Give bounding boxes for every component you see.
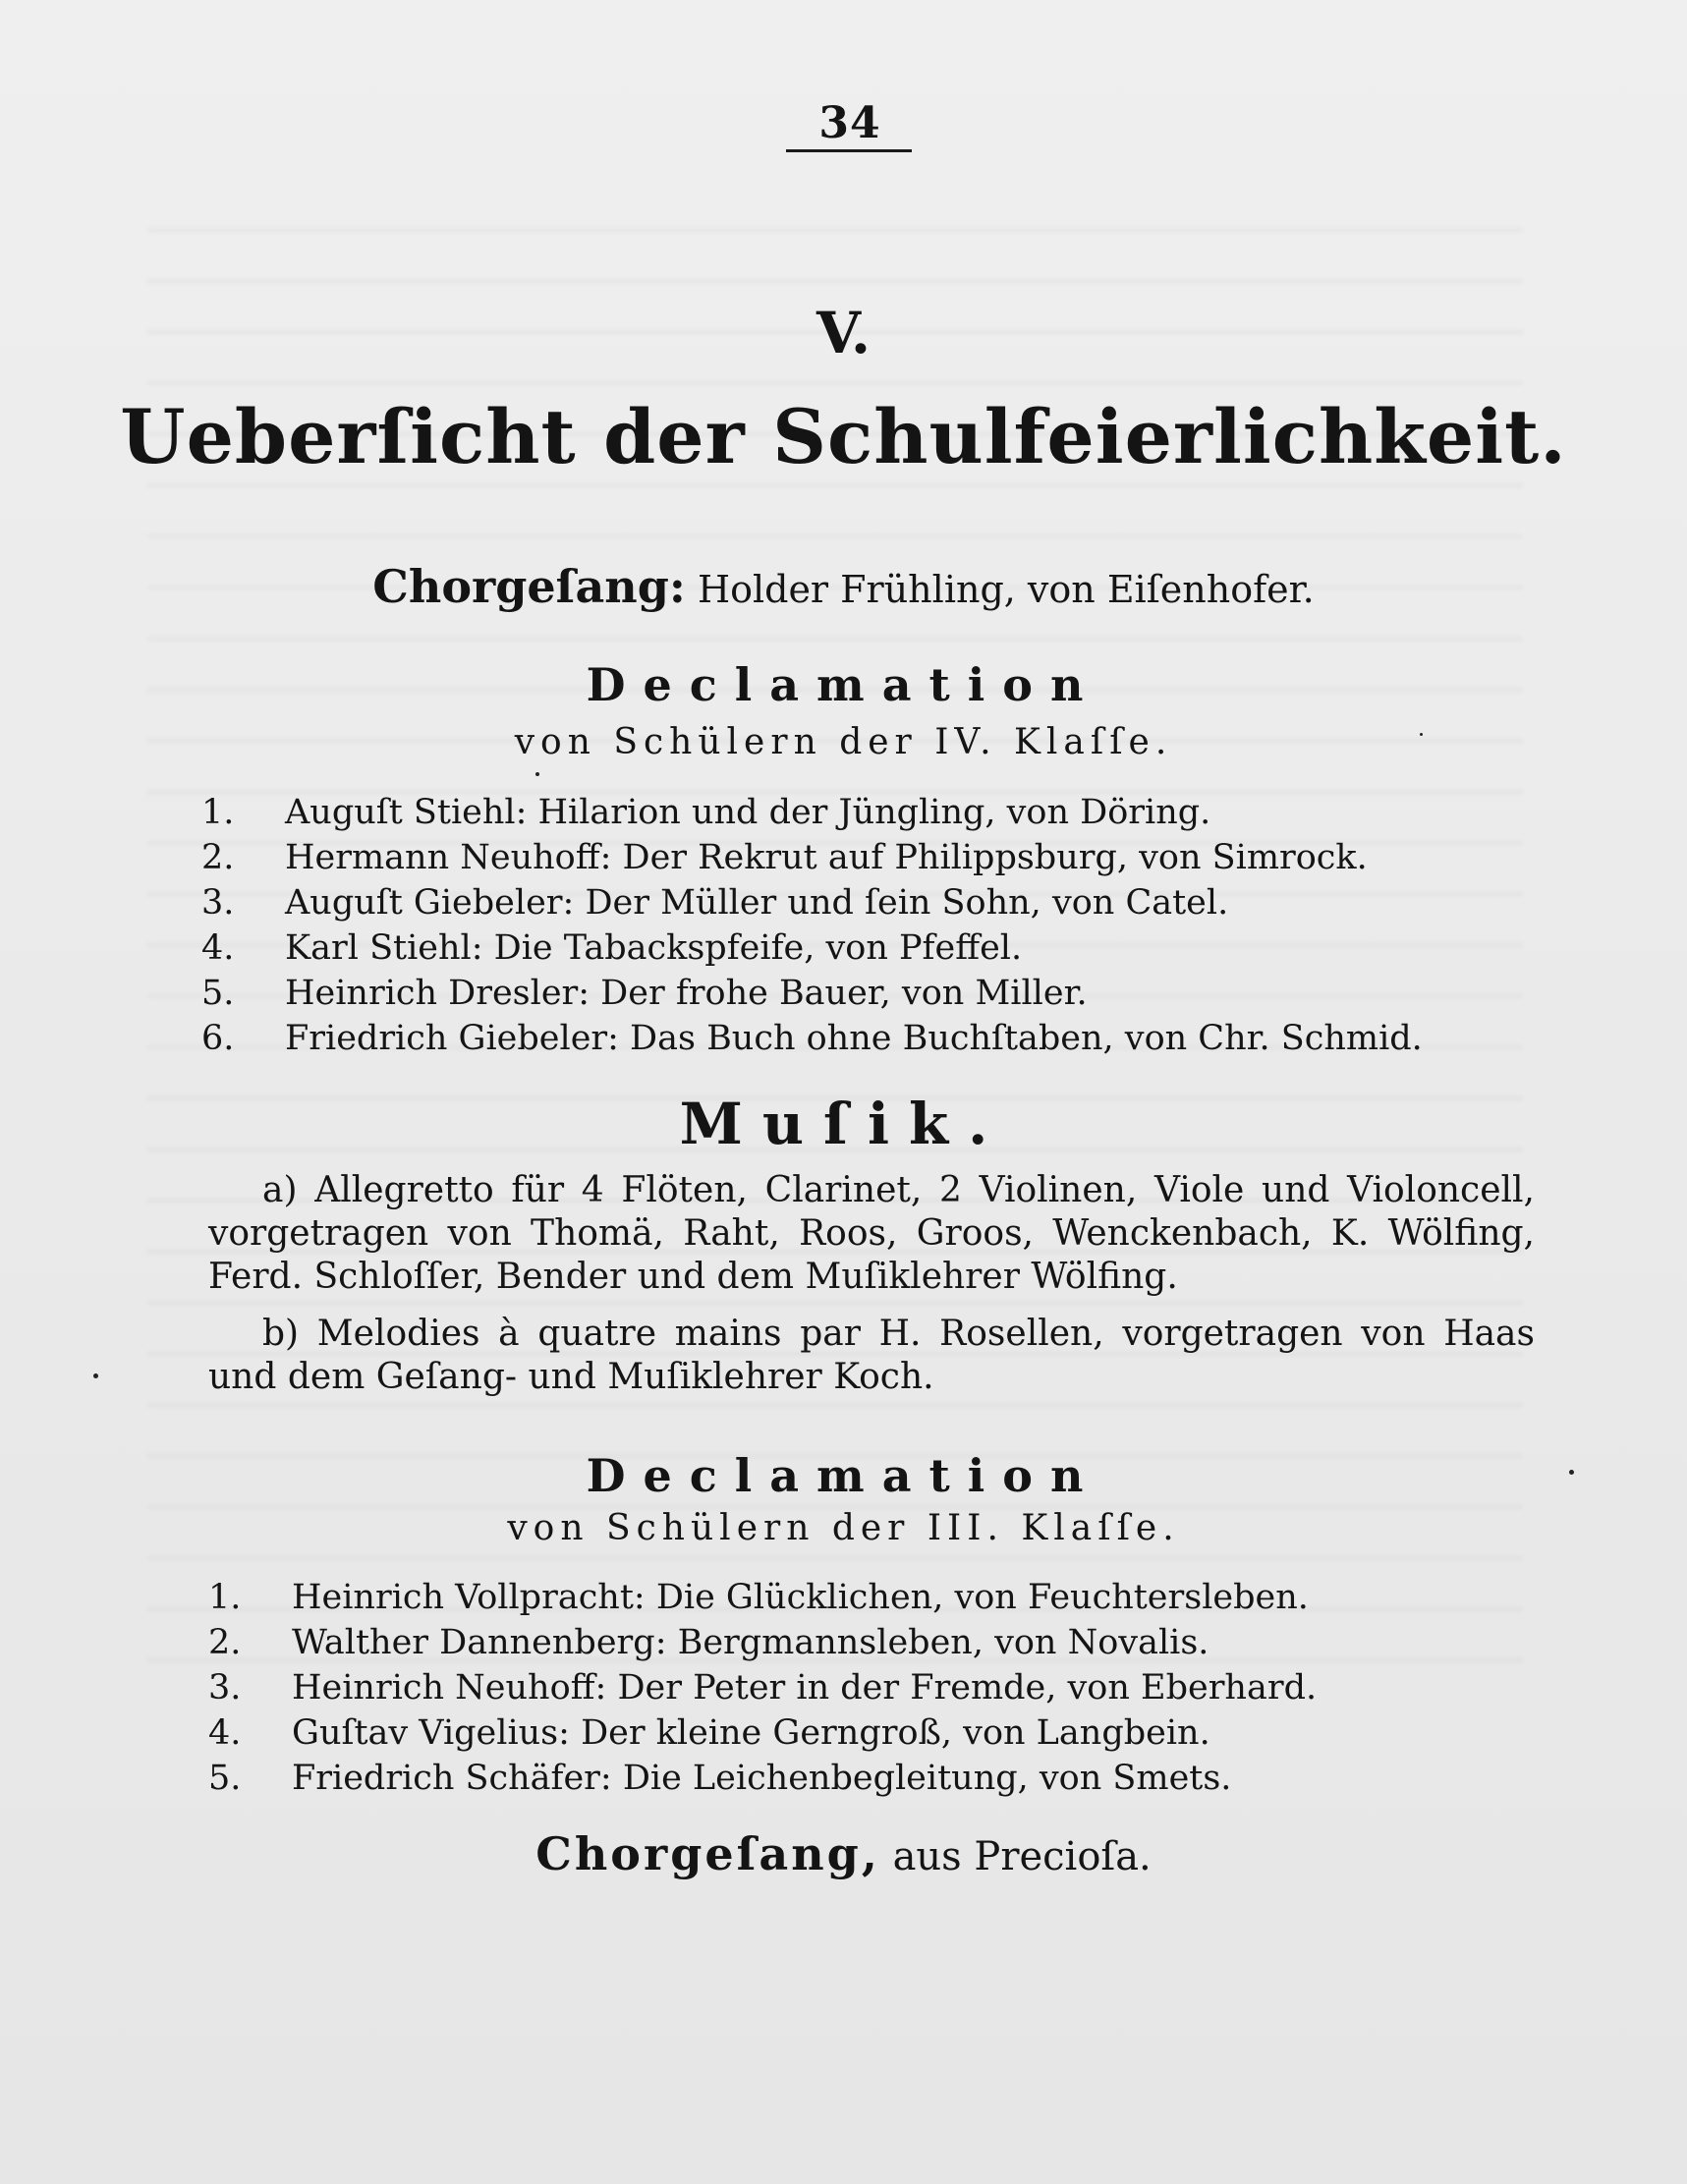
page-number: 34 [818,98,881,148]
list-item-text: Friedrich Schäfer: Die Leichenbegleitung, von Smets. [292,1759,1232,1798]
ink-speck [93,1373,98,1378]
list-item-number: 3. [208,1668,242,1708]
list-item-number: 6. [201,1019,235,1058]
declamation-1-heading: Declamation [586,658,1101,711]
list-item [208,1710,1486,1756]
list-item [201,971,1479,1016]
list-item-text: Auguſt Giebeler: Der Müller und ſein Sohn, von Catel. [285,883,1229,923]
chorgesang-1 [0,560,1687,613]
music-heading: Muſik. [679,1091,1008,1157]
list-item-text: Friedrich Giebeler: Das Buch ohne Buchſtaben, von Chr. Schmid. [285,1019,1423,1058]
list-item-text: Heinrich Neuhoff: Der Peter in der Fremde, von Eberhard. [292,1668,1318,1708]
declamation-2-heading: Declamation [586,1449,1101,1502]
ink-speck [1420,733,1423,736]
list-item-text: Heinrich Vollpracht: Die Glücklichen, von Feuchtersleben. [292,1578,1309,1617]
list-item [201,880,1479,925]
list-item-number: 5. [201,974,235,1013]
page-title: Ueberſicht der Schulfeierlichkeit. [120,393,1567,480]
ink-speck [535,772,539,776]
page-number-rule [786,149,912,152]
list-item-text: Auguſt Stiehl: Hilarion und der Jüngling, von Döring. [285,793,1211,832]
section-numeral: V. [815,300,872,366]
list-item [201,835,1479,880]
declamation-1-subheading: von Schülern der IV. Klaſſe. [514,722,1173,762]
list-item [208,1575,1486,1620]
list-item-number: 3. [201,883,235,923]
list-item-text: Heinrich Dresler: Der frohe Bauer, von Miller. [285,974,1088,1013]
chorgesang-2-label: Chorgeſang, [535,1827,880,1880]
declamation-2-subheading: von Schülern der III. Klaſſe. [507,1508,1180,1548]
music-item-a: a) Allegretto für 4 Flöten, Clarinet, 2 Violinen, Viole und Violoncell, vorgetragen von Thomä, Raht, Roos, Groos, Wenckenbach, K. Wölfing, Ferd. Schloſſer, Bender und dem Muſiklehrer Wölfing. [208,1170,1535,1297]
list-item-number: 1. [208,1578,242,1617]
music-item-b: b) Melodies à quatre mains par H. Rosellen, vorgetragen von Haas und dem Geſang- und Muſiklehrer Koch. [208,1314,1535,1397]
declamation-2-list [208,1575,1486,1801]
list-item [208,1756,1486,1801]
list-item-number: 4. [201,928,235,968]
list-item-text: Guſtav Vigelius: Der kleine Gerngroß, von Langbein. [292,1713,1210,1753]
list-item-text: Karl Stiehl: Die Tabackspfeife, von Pfeffel. [285,928,1023,968]
list-item [208,1665,1486,1710]
chorgesang-2 [0,1827,1687,1880]
list-item-number: 4. [208,1713,242,1753]
list-item-number: 2. [208,1623,242,1662]
chorgesang-2-text: aus Precioſa. [892,1834,1152,1879]
music-block [208,1169,1535,1399]
list-item [201,925,1479,971]
chorgesang-1-label: Chorgeſang: [372,560,686,613]
list-item [201,1016,1479,1061]
list-item-text: Walther Dannenberg: Bergmannsleben, von Novalis. [292,1623,1209,1662]
list-item-number: 2. [201,838,235,877]
list-item-number: 5. [208,1759,242,1798]
chorgesang-1-text: Holder Frühling, von Eiſenhofer. [697,568,1315,611]
list-item [208,1620,1486,1665]
declamation-1-list [201,790,1479,1061]
ink-speck [1569,1470,1574,1475]
list-item [201,790,1479,835]
list-item-text: Hermann Neuhoff: Der Rekrut auf Philippsburg, von Simrock. [285,838,1368,877]
list-item-number: 1. [201,793,235,832]
